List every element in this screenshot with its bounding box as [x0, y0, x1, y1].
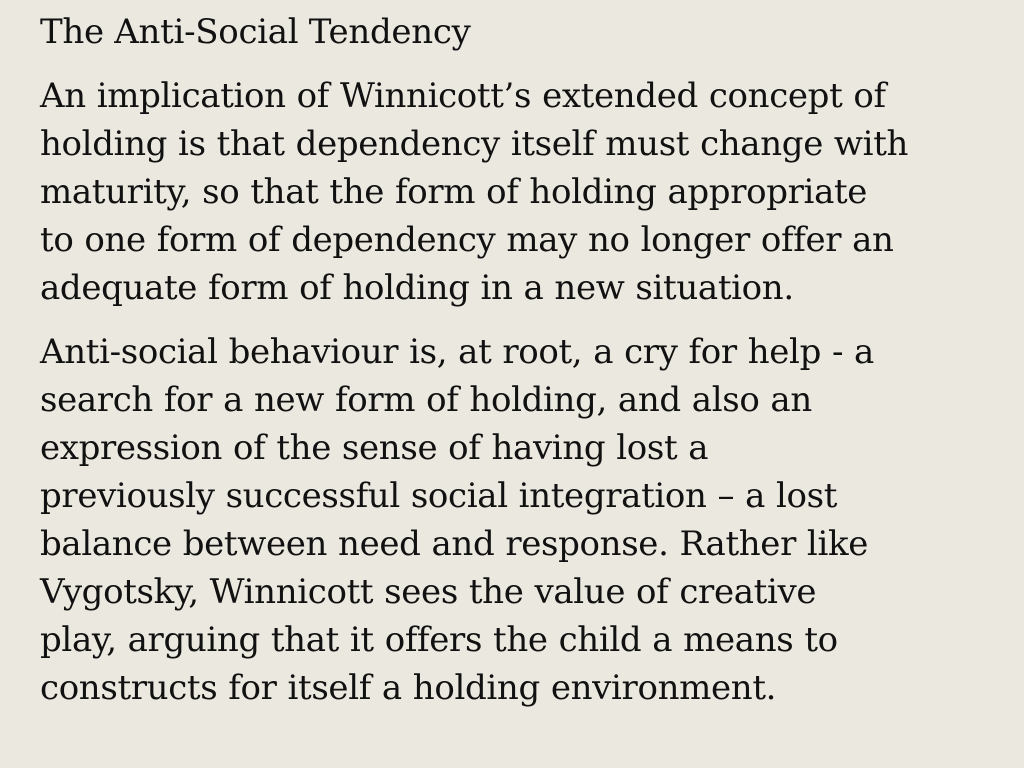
paragraph-line: adequate form of holding in a new situation.	[40, 268, 794, 308]
paragraph-anti-social-behaviour	[40, 328, 1000, 712]
paragraph-line: to one form of dependency may no longer offer an	[40, 220, 894, 260]
paragraph-line: Anti-social behaviour is, at root, a cry for help - a	[40, 332, 874, 372]
paragraph-line: maturity, so that the form of holding appropriate	[40, 172, 868, 212]
slide-title: The Anti-Social Tendency	[40, 12, 471, 52]
paragraph-line: search for a new form of holding, and also an	[40, 380, 812, 420]
paragraph-line: expression of the sense of having lost a	[40, 428, 709, 468]
paragraph-line: constructs for itself a holding environment.	[40, 668, 777, 708]
paragraph-line: play, arguing that it offers the child a means to	[40, 620, 838, 660]
paragraph-line: An implication of Winnicott’s extended concept of	[40, 76, 886, 116]
paragraph-line: previously successful social integration – a lost	[40, 476, 838, 516]
paragraph-holding-dependency	[40, 72, 1000, 312]
paragraph-line: Vygotsky, Winnicott sees the value of creative	[40, 572, 817, 612]
paragraph-line: balance between need and response. Rather like	[40, 524, 869, 564]
paragraph-line: holding is that dependency itself must change with	[40, 124, 909, 164]
